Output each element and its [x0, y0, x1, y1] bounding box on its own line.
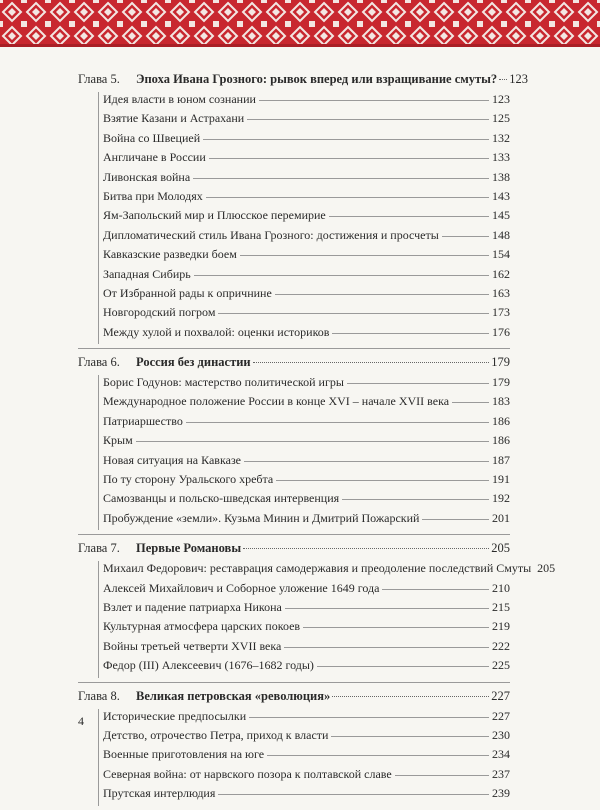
toc-entry-page: 176	[492, 324, 510, 339]
section-list	[98, 709, 510, 806]
toc-entry-title: Борис Годунов: мастерство политической игры	[103, 375, 344, 390]
toc-entry[interactable]	[99, 228, 510, 247]
chapter-number: Глава 6.	[78, 355, 120, 370]
toc-entry-title: Война со Швецией	[103, 130, 201, 145]
toc-entry-page: 143	[492, 188, 510, 203]
section-list	[98, 561, 556, 677]
chapter-number: Глава 8.	[78, 688, 120, 703]
toc-entry-title: Между хулой и похвалой: оценки историков	[103, 324, 330, 339]
toc-entry-page: 219	[492, 619, 510, 634]
leader-line	[331, 736, 489, 737]
leader-line	[267, 755, 489, 756]
toc-entry-page: 162	[492, 266, 510, 281]
toc-entry[interactable]	[99, 131, 510, 150]
leader-line	[193, 178, 489, 179]
toc-entry-title: Взлет и падение патриарха Никона	[103, 599, 282, 614]
toc-entry-page: 125	[492, 111, 510, 126]
leader-line	[259, 100, 489, 101]
toc-entry[interactable]	[99, 208, 510, 227]
leader-line	[422, 519, 489, 520]
chapter-heading[interactable]	[78, 72, 528, 92]
page-number: 4	[78, 714, 84, 728]
toc-entry-title: Идея власти в юном сознании	[103, 92, 256, 106]
leader-line	[303, 627, 489, 628]
toc-entry-page: 173	[492, 305, 510, 320]
toc-entry[interactable]	[99, 325, 510, 344]
toc-entry[interactable]	[99, 709, 510, 728]
toc-entry-page: 227	[492, 708, 510, 723]
leader-line	[284, 647, 489, 648]
toc-entry[interactable]	[99, 414, 510, 433]
toc-entry-page: 215	[492, 599, 510, 614]
toc-entry-page: 154	[492, 247, 510, 262]
toc-entry[interactable]	[99, 561, 556, 580]
toc-entry[interactable]	[99, 511, 510, 530]
chapter-heading[interactable]	[78, 355, 510, 375]
chapter-title: Россия без династии	[136, 355, 251, 370]
toc-entry-title: По ту сторону Уральского хребта	[103, 472, 274, 487]
toc-entry-page: 201	[492, 510, 510, 525]
toc-entry-title: Детство, отрочество Петра, приход к власти	[103, 727, 329, 742]
leader-line	[244, 461, 489, 462]
toc-entry-title: Войны третьей четверти XVII века	[103, 638, 282, 653]
toc-entry[interactable]	[99, 786, 510, 805]
leader-line	[136, 441, 489, 442]
table-of-contents	[78, 72, 556, 810]
toc-entry-page: 123	[492, 92, 510, 106]
toc-entry-page: 225	[492, 658, 510, 673]
chapter-page: 227	[491, 688, 510, 703]
leader-line	[347, 383, 489, 384]
chapter-heading[interactable]	[78, 541, 510, 561]
leader-line	[329, 216, 489, 217]
chapter-page: 205	[491, 541, 510, 556]
toc-entry-title: Алексей Михайлович и Соборное уложение 1649 года	[103, 580, 380, 595]
toc-entry-title: Международное положение России в конце XVI – начале XVII века	[103, 394, 450, 409]
toc-entry-page: 239	[492, 786, 510, 801]
leader-line	[452, 402, 489, 403]
toc-entry-title: Патриаршество	[103, 413, 183, 428]
toc-entry-title: Исторические предпосылки	[103, 708, 247, 723]
section-list	[98, 375, 510, 530]
leader-line	[275, 294, 489, 295]
toc-entry[interactable]	[99, 170, 510, 189]
toc-entry-title: Западная Сибирь	[103, 266, 191, 281]
toc-entry[interactable]	[99, 472, 510, 491]
toc-entry-page: 138	[492, 169, 510, 184]
toc-entry-page: 183	[492, 394, 510, 409]
toc-entry-title: Михаил Федорович: реставрация самодержавия и преодоление последствий Смуты	[103, 561, 532, 576]
chapter-title: Первые Романовы	[136, 541, 242, 556]
toc-entry[interactable]	[99, 375, 510, 394]
toc-entry[interactable]	[99, 305, 510, 324]
toc-entry-page: 148	[492, 227, 510, 242]
toc-entry[interactable]	[99, 394, 510, 413]
toc-entry-page: 132	[492, 130, 510, 145]
leader-line	[317, 666, 489, 667]
toc-entry-title: Прутская интерлюдия	[103, 786, 216, 801]
leader-line	[218, 313, 489, 314]
toc-entry[interactable]	[99, 600, 510, 619]
toc-entry-title: Пробуждение «земли». Кузьма Минин и Дмитрий Пожарский	[103, 510, 420, 525]
chapter-title: Великая петровская «революция»	[136, 688, 331, 703]
chapter-divider	[78, 534, 510, 535]
leader-line	[442, 236, 489, 237]
toc-entry-page: 222	[492, 638, 510, 653]
leader-line	[395, 775, 489, 776]
leader-line	[276, 480, 489, 481]
leader-line	[209, 158, 489, 159]
toc-entry-page: 133	[492, 150, 510, 165]
toc-entry[interactable]	[99, 491, 510, 510]
dot-leader	[253, 362, 490, 363]
toc-entry-title: Кавказские разведки боем	[103, 247, 237, 262]
toc-entry-title: Северная война: от нарвского позора к полтавской славе	[103, 766, 392, 781]
leader-line	[382, 589, 489, 590]
leader-line	[218, 794, 489, 795]
section-list	[98, 92, 510, 344]
leader-line	[285, 608, 489, 609]
dot-leader	[499, 79, 507, 80]
toc-entry-page: 192	[492, 491, 510, 506]
chapter-page: 179	[491, 355, 510, 370]
toc-entry-page: 163	[492, 285, 510, 300]
toc-entry-title: Федор (III) Алексеевич (1676–1682 годы)	[103, 658, 314, 673]
leader-line	[203, 139, 489, 140]
toc-entry[interactable]	[99, 150, 510, 169]
toc-entry-title: Взятие Казани и Астрахани	[103, 111, 245, 126]
toc-entry-page: 187	[492, 452, 510, 467]
toc-entry[interactable]	[99, 767, 510, 786]
toc-entry-title: Новая ситуация на Кавказе	[103, 452, 242, 467]
toc-entry[interactable]	[99, 247, 510, 266]
folk-ornament-band	[0, 0, 600, 47]
leader-line	[249, 717, 489, 718]
chapter-number: Глава 7.	[78, 541, 120, 556]
toc-entry-title: Крым	[103, 433, 133, 448]
toc-entry-title: Англичане в России	[103, 150, 206, 165]
toc-entry-title: От Избранной рады к опричнине	[103, 285, 272, 300]
toc-entry[interactable]	[99, 658, 510, 677]
toc-entry[interactable]	[99, 92, 510, 111]
chapter-page: 123	[509, 72, 528, 86]
toc-entry[interactable]	[99, 619, 510, 638]
toc-entry-title: Военные приготовления на юге	[103, 747, 265, 762]
dot-leader	[243, 548, 489, 549]
toc-entry-page: 145	[492, 208, 510, 223]
toc-entry[interactable]	[99, 639, 510, 658]
toc-entry-page: 191	[492, 472, 510, 487]
leader-line	[186, 422, 489, 423]
chapter-number: Глава 5.	[78, 72, 120, 86]
toc-entry-page: 210	[492, 580, 510, 595]
toc-entry[interactable]	[99, 267, 510, 286]
toc-entry-title: Новгородский погром	[103, 305, 216, 320]
toc-entry[interactable]	[99, 433, 510, 452]
leader-line	[247, 119, 489, 120]
ornament-pattern-icon	[0, 0, 600, 47]
toc-entry-page: 186	[492, 413, 510, 428]
chapter-title: Эпоха Ивана Грозного: рывок вперед или взращивание смуты?	[136, 72, 498, 86]
toc-entry-title: Культурная атмосфера царских покоев	[103, 619, 301, 634]
leader-line	[240, 255, 489, 256]
toc-entry-title: Битва при Молодях	[103, 188, 203, 203]
toc-entry[interactable]	[99, 728, 510, 747]
leader-line	[206, 197, 489, 198]
toc-entry-page: 230	[492, 727, 510, 742]
dot-leader	[332, 696, 489, 697]
chapter-divider	[78, 348, 510, 349]
toc-entry-title: Самозванцы и польско-шведская интервенция	[103, 491, 340, 506]
toc-entry-page: 186	[492, 433, 510, 448]
leader-line	[194, 275, 489, 276]
chapter-divider	[78, 682, 510, 683]
toc-entry[interactable]	[99, 747, 510, 766]
toc-entry-page: 205	[537, 561, 556, 576]
toc-entry[interactable]	[99, 111, 510, 130]
toc-entry[interactable]	[99, 189, 510, 208]
toc-entry-title: Дипломатический стиль Ивана Грозного: достижения и просчеты	[103, 227, 439, 242]
toc-entry-title: Ливонская война	[103, 169, 191, 184]
toc-entry-page: 237	[492, 766, 510, 781]
leader-line	[332, 333, 489, 334]
toc-entry-title: Ям-Запольский мир и Плюсское перемирие	[103, 208, 326, 223]
toc-entry-page: 234	[492, 747, 510, 762]
toc-entry[interactable]	[99, 581, 510, 600]
chapter-heading[interactable]	[78, 689, 510, 709]
toc-entry[interactable]	[99, 286, 510, 305]
toc-entry-page: 179	[492, 375, 510, 390]
leader-line	[342, 499, 489, 500]
toc-entry[interactable]	[99, 453, 510, 472]
